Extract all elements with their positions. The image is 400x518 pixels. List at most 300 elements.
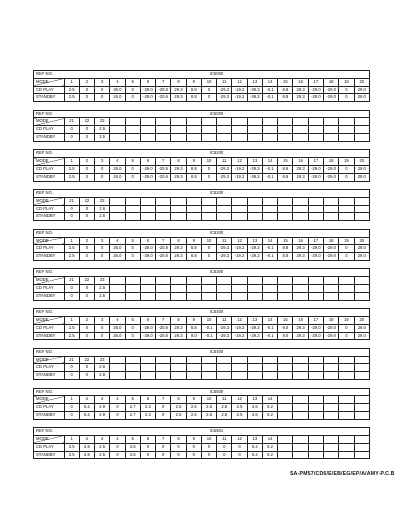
cd-play-row-label: CD PLAY [34, 126, 65, 134]
pin-number-cell: 8 [171, 158, 186, 166]
voltage-cell: 26.0 [110, 173, 125, 181]
voltage-cell: 0 [79, 372, 94, 380]
pin-number-cell: 5 [125, 435, 140, 443]
pin-number-cell [110, 197, 125, 205]
pin-number-cell: 13 [247, 396, 262, 404]
voltage-cell: 0 [339, 173, 354, 181]
pin-number-cell [308, 118, 323, 126]
voltage-cell: 2.5 [64, 86, 79, 94]
voltage-cell [293, 292, 308, 300]
standby-row-label: STANDBY [34, 253, 65, 261]
voltage-cell [324, 364, 339, 372]
voltage-cell: 9.0 [278, 324, 293, 332]
pin-number-cell [262, 118, 277, 126]
cd-play-row [34, 126, 370, 134]
voltage-cell: 0 [125, 253, 140, 261]
voltage-cell [247, 292, 262, 300]
pin-number-cell [278, 118, 293, 126]
mode-row-label: MODE [34, 435, 65, 443]
voltage-cell: 29.3 [293, 173, 308, 181]
pin-number-cell: 10 [201, 237, 216, 245]
voltage-cell: -19.2 [232, 253, 247, 261]
voltage-cell: 0 [156, 411, 171, 419]
voltage-cell: 0 [186, 443, 201, 451]
voltage-cell [186, 213, 201, 221]
voltage-cell [293, 213, 308, 221]
pin-number-cell: 21 [64, 277, 79, 285]
voltage-cell: 8.8 [186, 165, 201, 173]
voltage-cell: 0 [79, 364, 94, 372]
voltage-cell [125, 205, 140, 213]
cd-play-row-label: CD PLAY [34, 205, 65, 213]
pin-number-cell: 16 [293, 158, 308, 166]
mode-row-label: MODE [34, 197, 65, 205]
pin-number-cell: 11 [217, 396, 232, 404]
pin-number-cell [232, 118, 247, 126]
ic-name: IC5200 [64, 190, 370, 198]
voltage-cell: -19.2 [232, 245, 247, 253]
voltage-cell: -29.0 [140, 165, 155, 173]
voltage-cell: 2.7 [125, 404, 140, 412]
voltage-cell: 2.6 [95, 205, 110, 213]
pin-number-cell [324, 197, 339, 205]
pin-number-cell: 11 [217, 435, 232, 443]
voltage-cell: -29.3 [247, 253, 262, 261]
voltage-cell: 2.6 [186, 411, 201, 419]
pin-number-cell [110, 118, 125, 126]
pin-number-cell: 16 [293, 316, 308, 324]
pin-number-cell [324, 396, 339, 404]
voltage-cell: 29.0 [354, 94, 369, 102]
voltage-cell: -29.0 [308, 332, 323, 340]
voltage-cell: 0 [110, 451, 125, 459]
pin-number-cell [278, 356, 293, 364]
voltage-cell: 2.5 [64, 253, 79, 261]
pin-number-cell [339, 356, 354, 364]
pin-number-cell: 2 [79, 316, 94, 324]
voltage-cell [217, 213, 232, 221]
voltage-cell [278, 364, 293, 372]
pin-number-cell [232, 277, 247, 285]
voltage-cell [201, 285, 216, 293]
cd-play-row [34, 443, 370, 451]
voltage-cell: -29.0 [324, 173, 339, 181]
voltage-cell [201, 364, 216, 372]
voltage-cell: 2.5 [95, 451, 110, 459]
voltage-cell [354, 205, 369, 213]
voltage-cell: 26.0 [110, 86, 125, 94]
voltage-cell: -20.6 [156, 165, 171, 173]
voltage-cell [324, 205, 339, 213]
voltage-cell: -19.2 [232, 165, 247, 173]
voltage-cell [278, 404, 293, 412]
voltage-cell [308, 451, 323, 459]
pin-number-cell: 12 [232, 316, 247, 324]
voltage-cell: -29.0 [140, 324, 155, 332]
pin-number-cell: 23 [95, 118, 110, 126]
voltage-cell [201, 292, 216, 300]
voltage-table [33, 268, 370, 300]
voltage-tables [33, 70, 370, 467]
pin-number-cell: 4 [110, 396, 125, 404]
voltage-cell [201, 372, 216, 380]
ic-name: IC5500 [64, 388, 370, 396]
pin-number-cell [262, 356, 277, 364]
voltage-cell: 0 [201, 451, 216, 459]
pin-number-cell: 1 [64, 435, 79, 443]
pin-number-cell: 10 [201, 158, 216, 166]
pin-number-cell: 20 [354, 158, 369, 166]
voltage-cell [293, 205, 308, 213]
voltage-cell [171, 285, 186, 293]
ref-label: REF NO. [34, 110, 65, 118]
voltage-cell: 0 [339, 86, 354, 94]
voltage-cell: 0 [110, 404, 125, 412]
voltage-cell: 0 [79, 173, 94, 181]
ref-label: REF NO. [34, 150, 65, 158]
cd-play-row [34, 364, 370, 372]
voltage-cell [262, 285, 277, 293]
voltage-cell [293, 411, 308, 419]
ref-label: REF NO. [34, 348, 65, 356]
voltage-cell: 2.5 [95, 443, 110, 451]
mode-row [34, 396, 370, 404]
voltage-cell [171, 126, 186, 134]
voltage-cell: 0 [64, 372, 79, 380]
voltage-cell [293, 372, 308, 380]
standby-row [34, 332, 370, 340]
voltage-cell: 0 [79, 94, 94, 102]
voltage-cell: 0 [64, 292, 79, 300]
voltage-cell: 5.2 [262, 443, 277, 451]
voltage-cell [201, 213, 216, 221]
voltage-cell: -29.3 [247, 332, 262, 340]
voltage-table [33, 149, 370, 181]
mode-row [34, 158, 370, 166]
voltage-cell [156, 213, 171, 221]
voltage-cell: 0 [125, 332, 140, 340]
voltage-cell [140, 205, 155, 213]
voltage-cell [217, 364, 232, 372]
pin-number-cell [140, 356, 155, 364]
pin-number-cell: 13 [247, 316, 262, 324]
pin-number-cell: 22 [79, 197, 94, 205]
pin-number-cell: 7 [156, 237, 171, 245]
voltage-cell: -0.1 [201, 332, 216, 340]
voltage-cell: -29.0 [140, 86, 155, 94]
voltage-cell [278, 285, 293, 293]
pin-number-cell [308, 197, 323, 205]
pin-number-cell: 22 [79, 356, 94, 364]
voltage-cell: 2.5 [171, 411, 186, 419]
pin-number-cell [171, 356, 186, 364]
voltage-cell: -29.0 [140, 245, 155, 253]
voltage-cell: 29.3 [293, 165, 308, 173]
pin-number-cell [217, 118, 232, 126]
pin-number-cell: 1 [64, 78, 79, 86]
voltage-cell: 0 [79, 205, 94, 213]
voltage-cell: 0 [95, 86, 110, 94]
pin-number-cell: 19 [339, 158, 354, 166]
cd-play-row [34, 205, 370, 213]
voltage-cell: -0.1 [262, 245, 277, 253]
voltage-cell [171, 205, 186, 213]
voltage-cell [217, 292, 232, 300]
voltage-cell: 0 [79, 126, 94, 134]
voltage-cell: -29.0 [140, 94, 155, 102]
pin-number-cell: 10 [201, 435, 216, 443]
pin-number-cell [262, 277, 277, 285]
pin-number-cell [186, 197, 201, 205]
pin-number-cell: 4 [110, 158, 125, 166]
voltage-cell: -19.2 [232, 332, 247, 340]
voltage-cell [140, 285, 155, 293]
voltage-cell: 0 [95, 245, 110, 253]
ic-name: IC5300 [64, 229, 370, 237]
voltage-cell: 29.0 [354, 173, 369, 181]
pin-number-cell [232, 197, 247, 205]
voltage-table [33, 229, 370, 261]
voltage-cell: 2.5 [64, 165, 79, 173]
pin-number-cell: 15 [278, 78, 293, 86]
voltage-cell [293, 443, 308, 451]
standby-row-label: STANDBY [34, 332, 65, 340]
voltage-cell: 0 [201, 173, 216, 181]
pin-number-cell [125, 277, 140, 285]
voltage-cell [354, 443, 369, 451]
standby-row [34, 451, 370, 459]
voltage-cell: 0 [201, 165, 216, 173]
voltage-cell: 26.0 [110, 324, 125, 332]
pin-number-cell [354, 396, 369, 404]
pin-number-cell [171, 118, 186, 126]
voltage-cell [339, 411, 354, 419]
voltage-cell: -29.3 [247, 324, 262, 332]
ref-label: REF NO. [34, 229, 65, 237]
pin-number-cell: 12 [232, 396, 247, 404]
pin-number-cell [324, 277, 339, 285]
voltage-cell: 5.2 [262, 404, 277, 412]
ref-row [34, 309, 370, 317]
voltage-cell: 0 [140, 443, 155, 451]
voltage-cell [354, 451, 369, 459]
voltage-cell: 8.8 [278, 245, 293, 253]
pin-number-cell [293, 118, 308, 126]
voltage-cell [247, 205, 262, 213]
voltage-cell [324, 451, 339, 459]
voltage-cell: 0 [140, 451, 155, 459]
voltage-cell: 0 [79, 245, 94, 253]
pin-number-cell [156, 356, 171, 364]
voltage-cell: 8.8 [278, 253, 293, 261]
voltage-cell: -29.3 [247, 86, 262, 94]
pin-number-cell [339, 396, 354, 404]
standby-row-label: STANDBY [34, 372, 65, 380]
pin-number-cell [293, 396, 308, 404]
voltage-cell: 2.6 [79, 451, 94, 459]
cd-play-row-label: CD PLAY [34, 165, 65, 173]
voltage-cell [308, 126, 323, 134]
mode-row-label: MODE [34, 277, 65, 285]
voltage-cell: 2.5 [232, 411, 247, 419]
voltage-cell: -29.3 [217, 94, 232, 102]
voltage-cell: 0 [201, 245, 216, 253]
voltage-cell [324, 411, 339, 419]
voltage-cell: 0 [156, 451, 171, 459]
pin-number-cell: 1 [64, 316, 79, 324]
voltage-cell: 0 [201, 86, 216, 94]
cd-play-row-label: CD PLAY [34, 245, 65, 253]
voltage-cell [217, 285, 232, 293]
pin-number-cell: 7 [156, 78, 171, 86]
voltage-cell: -0.1 [262, 86, 277, 94]
pin-number-cell: 6 [140, 158, 155, 166]
pin-number-cell [324, 118, 339, 126]
voltage-cell [186, 205, 201, 213]
voltage-cell [354, 404, 369, 412]
voltage-cell [171, 372, 186, 380]
pin-number-cell [354, 435, 369, 443]
ref-row [34, 348, 370, 356]
voltage-cell: 29.3 [293, 253, 308, 261]
voltage-cell [262, 213, 277, 221]
voltage-cell [140, 126, 155, 134]
voltage-cell: -0.1 [262, 165, 277, 173]
voltage-cell: 26.0 [110, 332, 125, 340]
voltage-cell [247, 126, 262, 134]
voltage-cell [308, 292, 323, 300]
voltage-cell: 2.6 [125, 443, 140, 451]
pin-number-cell [278, 277, 293, 285]
standby-row [34, 213, 370, 221]
pin-number-cell: 8 [171, 316, 186, 324]
voltage-cell: 26.0 [110, 165, 125, 173]
voltage-cell: -29.0 [308, 86, 323, 94]
pin-number-cell: 14 [262, 316, 277, 324]
voltage-cell [110, 126, 125, 134]
pin-number-cell: 5 [125, 396, 140, 404]
pin-number-cell [201, 197, 216, 205]
voltage-cell [354, 126, 369, 134]
voltage-cell: 2.5 [64, 173, 79, 181]
voltage-cell: 0 [79, 332, 94, 340]
pin-number-cell: 9 [186, 435, 201, 443]
voltage-cell: 29.3 [171, 253, 186, 261]
voltage-cell: 29.0 [354, 332, 369, 340]
standby-row-label: STANDBY [34, 292, 65, 300]
voltage-cell: 0 [232, 451, 247, 459]
voltage-cell [232, 134, 247, 142]
voltage-cell [186, 372, 201, 380]
voltage-cell [354, 213, 369, 221]
voltage-cell [262, 372, 277, 380]
voltage-cell: 8.8 [186, 173, 201, 181]
voltage-table [33, 70, 370, 102]
voltage-cell [186, 285, 201, 293]
mode-row-label: MODE [34, 237, 65, 245]
voltage-cell [324, 126, 339, 134]
ref-label: REF NO. [34, 309, 65, 317]
pin-number-cell [201, 356, 216, 364]
voltage-cell: -29.0 [308, 324, 323, 332]
voltage-cell [186, 364, 201, 372]
voltage-cell: 5.2 [247, 443, 262, 451]
voltage-cell [262, 134, 277, 142]
voltage-cell: 2.5 [232, 404, 247, 412]
voltage-cell [140, 372, 155, 380]
voltage-cell [156, 285, 171, 293]
voltage-cell: 4.9 [95, 404, 110, 412]
voltage-cell: 0 [95, 173, 110, 181]
voltage-cell [278, 205, 293, 213]
voltage-cell: 0 [79, 86, 94, 94]
pin-number-cell [324, 435, 339, 443]
voltage-cell: 2.6 [95, 364, 110, 372]
voltage-cell [125, 213, 140, 221]
voltage-cell: 2.5 [64, 245, 79, 253]
pin-number-cell [278, 197, 293, 205]
voltage-cell: -29.3 [217, 253, 232, 261]
voltage-cell [293, 364, 308, 372]
voltage-cell [171, 134, 186, 142]
voltage-cell: 0 [64, 134, 79, 142]
pin-number-cell: 3 [95, 78, 110, 86]
voltage-cell: -29.0 [308, 165, 323, 173]
voltage-cell [308, 404, 323, 412]
pin-number-cell: 13 [247, 237, 262, 245]
voltage-cell [324, 443, 339, 451]
cd-play-row [34, 285, 370, 293]
pin-number-cell [171, 197, 186, 205]
pin-number-cell: 4 [110, 316, 125, 324]
voltage-cell [278, 134, 293, 142]
voltage-cell: 0 [125, 165, 140, 173]
voltage-cell [324, 213, 339, 221]
mode-row [34, 277, 370, 285]
voltage-cell [293, 285, 308, 293]
voltage-cell: 26.0 [110, 94, 125, 102]
voltage-cell: 0 [79, 213, 94, 221]
voltage-cell: 0 [64, 213, 79, 221]
pin-number-cell: 17 [308, 237, 323, 245]
voltage-table [33, 110, 370, 142]
voltage-cell [278, 451, 293, 459]
voltage-cell: 8.8 [186, 253, 201, 261]
voltage-cell: 2.5 [64, 443, 79, 451]
pin-number-cell: 3 [95, 158, 110, 166]
voltage-cell: 0 [125, 245, 140, 253]
voltage-cell: 8.8 [278, 86, 293, 94]
voltage-cell [140, 364, 155, 372]
pin-number-cell: 1 [64, 158, 79, 166]
pin-number-cell: 14 [262, 237, 277, 245]
voltage-cell: -20.6 [156, 253, 171, 261]
voltage-cell: -29.0 [324, 324, 339, 332]
mode-row-label: MODE [34, 356, 65, 364]
pin-number-cell: 6 [140, 396, 155, 404]
voltage-cell [201, 205, 216, 213]
voltage-cell: 29.0 [354, 165, 369, 173]
voltage-cell [140, 213, 155, 221]
voltage-cell: 0 [125, 173, 140, 181]
voltage-cell: -19.2 [232, 86, 247, 94]
voltage-cell: 8.8 [186, 324, 201, 332]
pin-number-cell: 11 [217, 316, 232, 324]
voltage-cell [247, 364, 262, 372]
pin-number-cell [156, 197, 171, 205]
pin-number-cell: 19 [339, 316, 354, 324]
standby-row-label: STANDBY [34, 411, 65, 419]
